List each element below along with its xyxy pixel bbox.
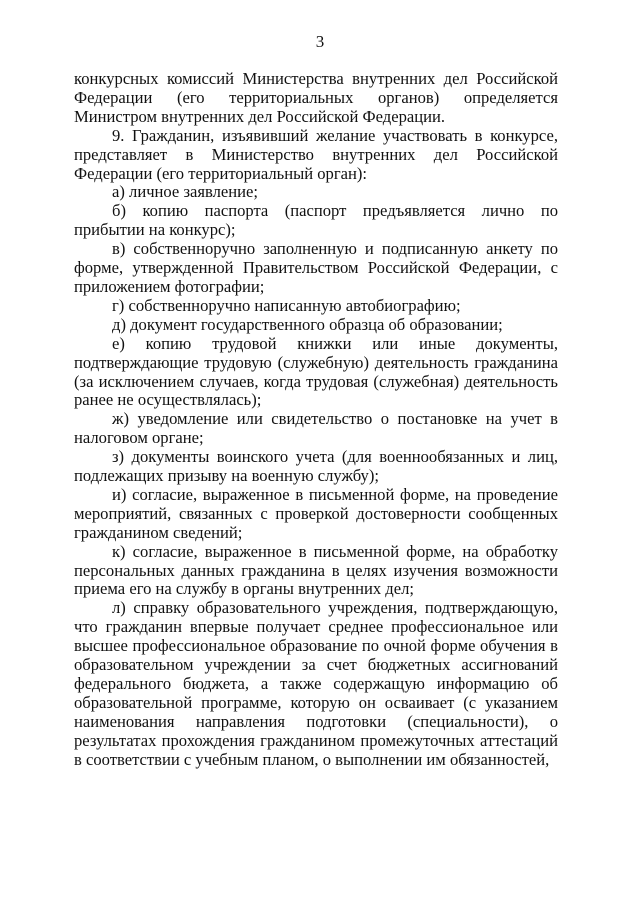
list-item-b: б) копию паспорта (паспорт предъявляется лично по прибытии на конкурс); <box>74 201 558 240</box>
page-number: 3 <box>315 32 325 51</box>
list-item-i: и) согласие, выраженное в письменной форме, на проведение мероприятий, связанных с проверкой достоверности сообщенных гражданином сведений; <box>74 484 558 542</box>
list-item-k: к) согласие, выраженное в письменной форме, на обработку персональных данных гражданина в целях изучения возможности приема его на службу в органы внутренних дел; <box>74 541 558 599</box>
document-body <box>74 70 558 770</box>
list-item-zh: ж) уведомление или свидетельство о постановке на учет в налоговом органе; <box>74 409 558 448</box>
list-item-l: л) справку образовательного учреждения, подтверждающую, что гражданин впервые получает среднее профессиональное или высшее профессиональное образование по очной форме обучения в образовательном учреждении за счет бюджетных ассигнований федерального бюджета, а также содержащую информацию об образовательной программе, которую он осваивает (с указанием наименования направления подготовки (специальности), о результатах прохождения гражданином промежуточных аттестаций в соответствии с учебным планом, о выполнении им обязанностей, <box>74 598 558 769</box>
list-item-a: а) личное заявление; <box>112 182 258 202</box>
list-item-e: е) копию трудовой книжки или иные документы, подтверждающие трудовую (служебную) деятельность гражданина (за исключением случаев, когда трудовая (служебная) деятельность ранее не осуществлялась); <box>74 333 558 410</box>
paragraph-item-9: 9. Гражданин, изъявивший желание участвовать в конкурсе, представляет в Министерство внутренних дел Российской Федерации (его территориальный орган): <box>74 125 558 183</box>
list-item-d: д) документ государственного образца об образовании; <box>112 314 503 334</box>
list-item-z: з) документы воинского учета (для военнообязанных и лиц, подлежащих призыву на военную службу); <box>74 447 558 486</box>
list-item-g: г) собственноручно написанную автобиографию; <box>112 295 461 315</box>
list-item-v: в) собственноручно заполненную и подписанную анкету по форме, утвержденной Правительством Российской Федерации, с приложением фотографии; <box>74 239 558 296</box>
paragraph-continuation: конкурсных комиссий Министерства внутренних дел Российской Федерации (его территориальных органов) определяется Министром внутренних дел Российской Федерации. <box>74 69 558 126</box>
